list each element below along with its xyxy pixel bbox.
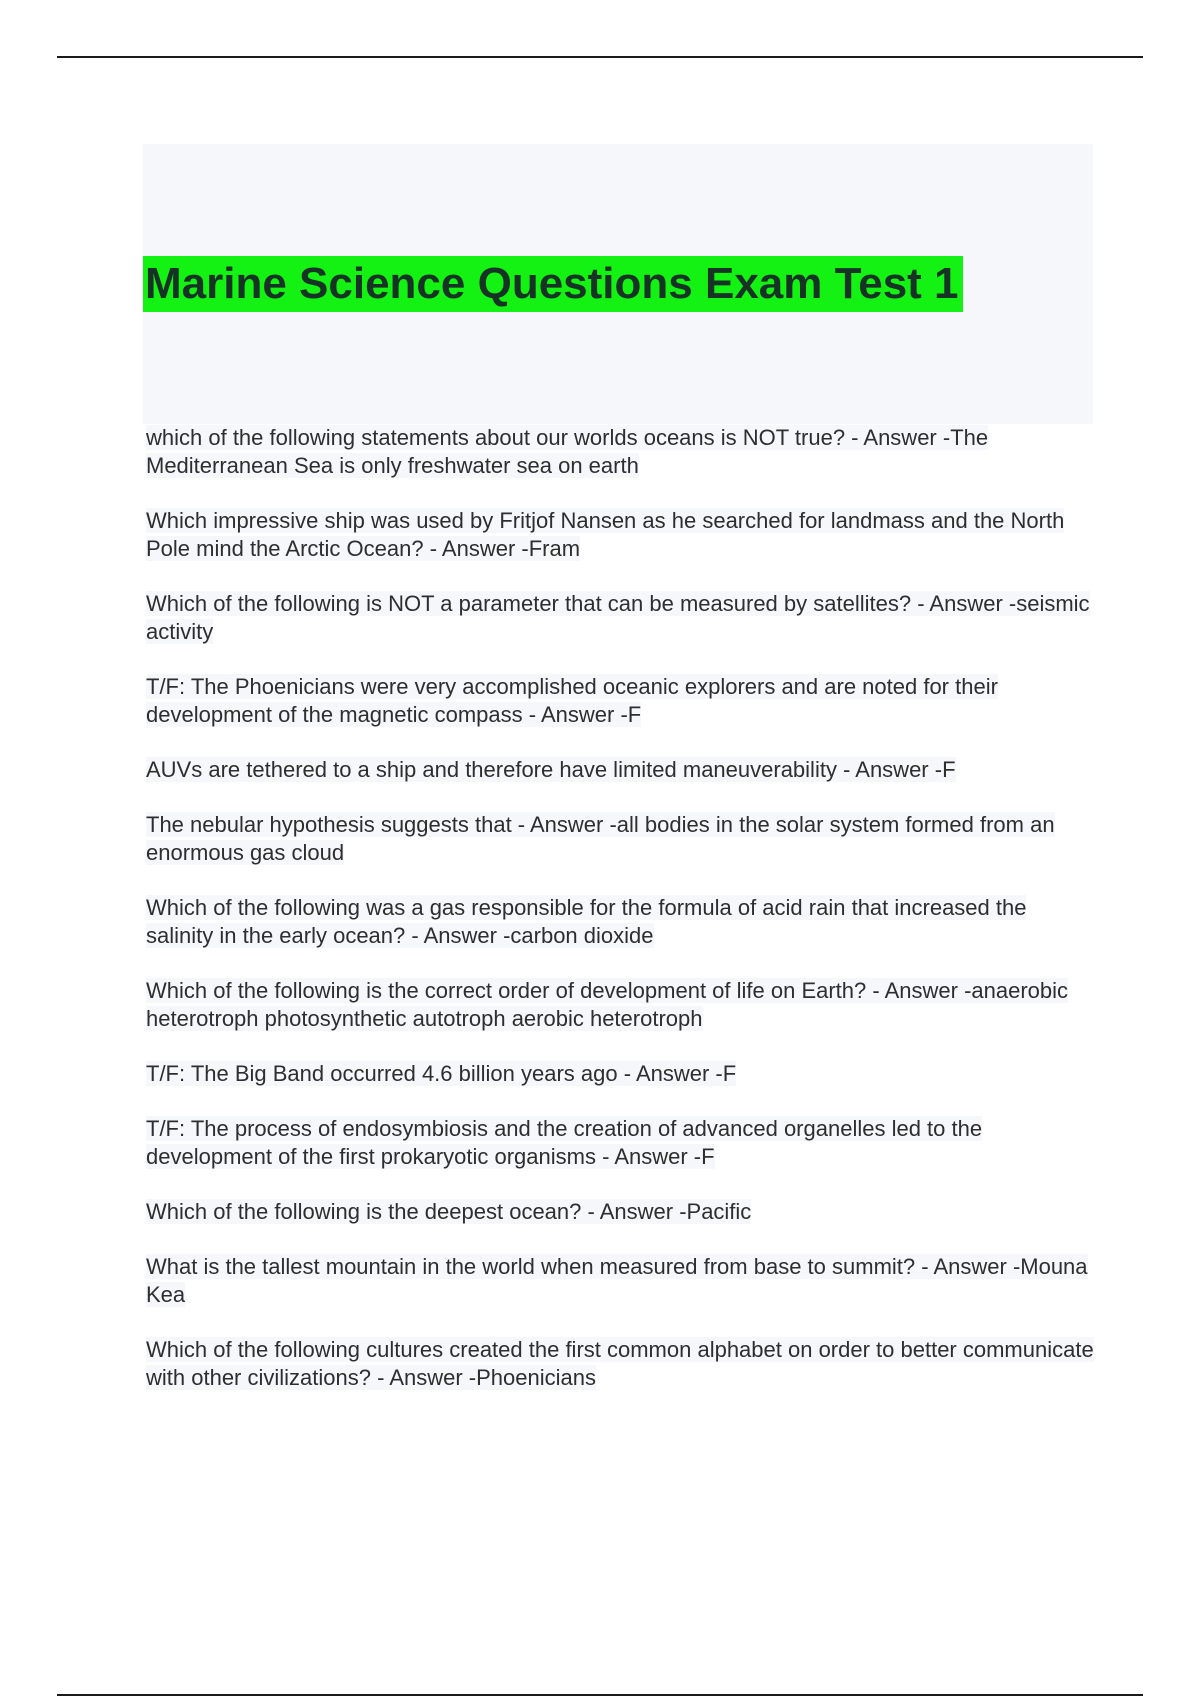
qa-text: AUVs are tethered to a ship and therefore have limited maneuverability - Answer -F xyxy=(146,757,956,782)
qa-text: Which of the following is the deepest ocean? - Answer -Pacific xyxy=(146,1199,752,1224)
qa-item xyxy=(146,1198,1096,1226)
question-answer-list xyxy=(146,424,1096,1419)
qa-text: T/F: The process of endosymbiosis and the creation of advanced organelles led to the development of the first prokaryotic organisms - Answer -F xyxy=(146,1116,983,1169)
qa-item xyxy=(146,1253,1096,1309)
qa-item xyxy=(146,507,1096,563)
qa-text: T/F: The Big Band occurred 4.6 billion years ago - Answer -F xyxy=(146,1061,737,1086)
qa-text: Which of the following is the correct order of development of life on Earth? - Answer -anaerobic heterotroph photosynthetic autotroph aerobic heterotroph xyxy=(146,978,1069,1031)
qa-text: T/F: The Phoenicians were very accomplished oceanic explorers and are noted for their development of the magnetic compass - Answer -F xyxy=(146,674,998,727)
top-rule xyxy=(57,56,1143,58)
bottom-rule xyxy=(57,1694,1143,1696)
qa-text: which of the following statements about our worlds oceans is NOT true? - Answer -The Mediterranean Sea is only freshwater sea on earth xyxy=(146,425,989,478)
qa-text: The nebular hypothesis suggests that - Answer -all bodies in the solar system formed from an enormous gas cloud xyxy=(146,812,1055,865)
qa-item xyxy=(146,1060,1096,1088)
qa-item xyxy=(146,673,1096,729)
qa-text: Which of the following was a gas responsible for the formula of acid rain that increased the salinity in the early ocean? - Answer -carbon dioxide xyxy=(146,895,1027,948)
qa-text: Which impressive ship was used by Fritjof Nansen as he searched for landmass and the North Pole mind the Arctic Ocean? - Answer -Fram xyxy=(146,508,1065,561)
qa-text: What is the tallest mountain in the world when measured from base to summit? - Answer -Mouna Kea xyxy=(146,1254,1088,1307)
qa-item xyxy=(146,977,1096,1033)
qa-item xyxy=(146,424,1096,480)
qa-text: Which of the following cultures created the first common alphabet on order to better communicate with other civilizations? - Answer -Phoenicians xyxy=(146,1337,1094,1390)
qa-text: Which of the following is NOT a parameter that can be measured by satellites? - Answer -seismic activity xyxy=(146,591,1090,644)
qa-item xyxy=(146,1115,1096,1171)
qa-item xyxy=(146,590,1096,646)
qa-item xyxy=(146,756,1096,784)
qa-item xyxy=(146,811,1096,867)
qa-item xyxy=(146,894,1096,950)
document-title: Marine Science Questions Exam Test 1 xyxy=(143,256,963,312)
title-block xyxy=(143,144,1093,424)
qa-item xyxy=(146,1336,1096,1392)
